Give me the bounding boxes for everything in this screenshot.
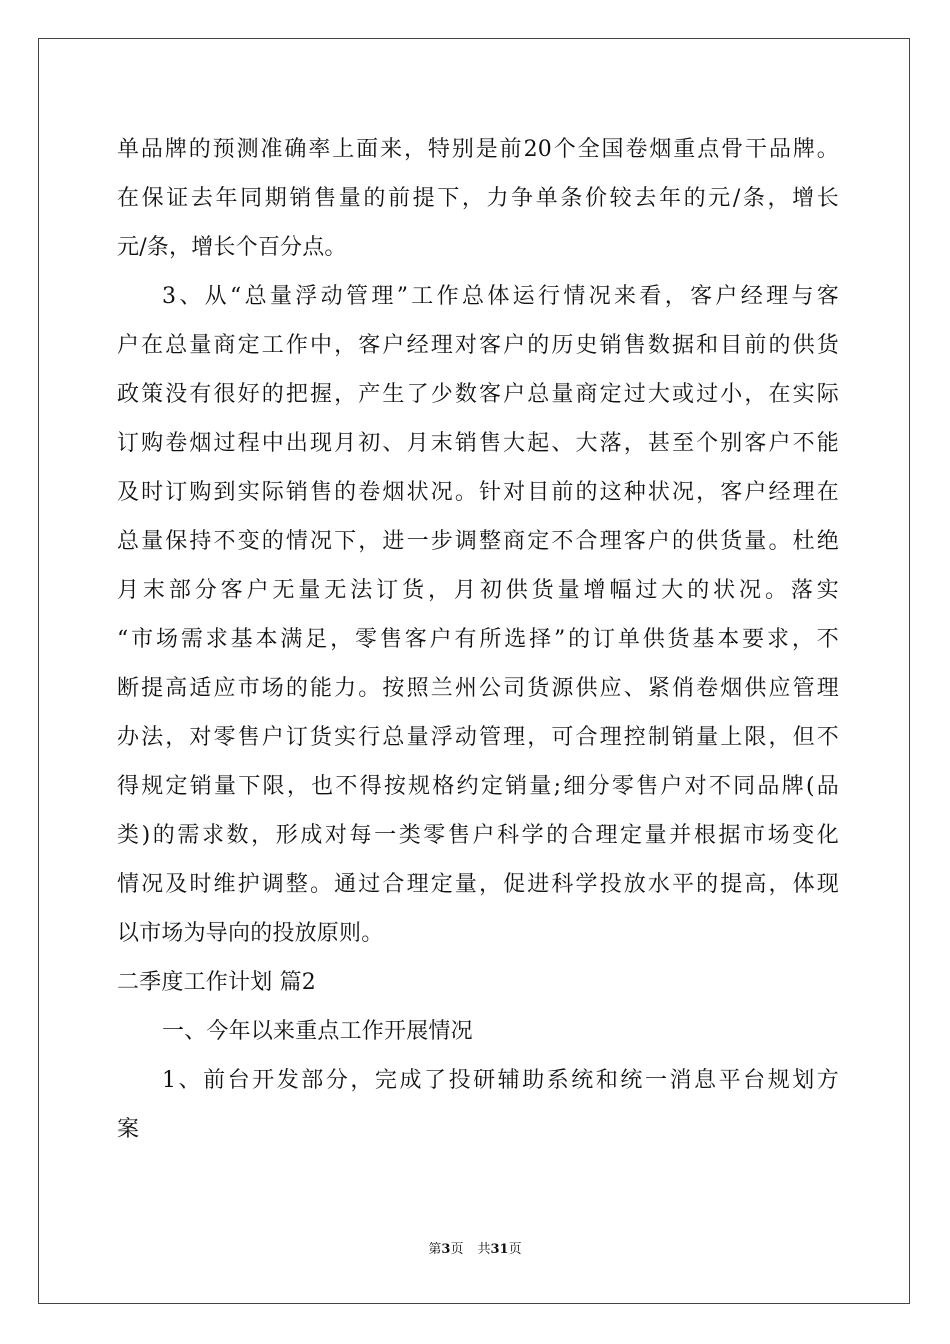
text-line: 政策没有很好的把握，产生了少数客户总量商定过大或过小，在实际 xyxy=(117,382,839,407)
page-label-suffix: 页 xyxy=(450,1242,464,1257)
text-line: 案 xyxy=(117,1117,140,1142)
page-number: 3 xyxy=(441,1242,451,1257)
text-line: 断提高适应市场的能力。按照兰州公司货源供应、紧俏卷烟供应管理 xyxy=(117,676,839,701)
text-line: 类)的需求数，形成对每一类零售户科学的合理定量并根据市场变化 xyxy=(117,823,839,848)
subsection-heading: 一、今年以来重点工作开展情况 xyxy=(162,1019,473,1044)
text-line: 月末部分客户无量无法订货，月初供货量增幅过大的状况。落实 xyxy=(117,578,839,603)
text-line: 单品牌的预测准确率上面来，特别是前20个全国卷烟重点骨干品牌。 xyxy=(117,137,839,162)
text-line: 总量保持不变的情况下，进一步调整商定不合理客户的供货量。杜绝 xyxy=(117,529,839,554)
text-line: 办法，对零售户订货实行总量浮动管理，可合理控制销量上限，但不 xyxy=(117,725,839,750)
text-line: 在保证去年同期销售量的前提下，力争单条价较去年的元/条，增长 xyxy=(117,186,839,211)
text-line: 及时订购到实际销售的卷烟状况。针对目前的这种状况，客户经理在 xyxy=(117,480,839,505)
section-heading: 二季度工作计划 篇2 xyxy=(117,970,316,995)
page-border xyxy=(38,38,910,1304)
text-line: 得规定销量下限，也不得按规格约定销量;细分零售户对不同品牌(品 xyxy=(117,774,839,799)
text-line: 以市场为导向的投放原则。 xyxy=(117,921,384,946)
total-pages: 31 xyxy=(490,1242,509,1257)
text-line: 情况及时维护调整。通过合理定量，促进科学投放水平的提高，体现 xyxy=(117,872,839,897)
text-line: “市场需求基本满足，零售客户有所选择”的订单供货基本要求，不 xyxy=(117,627,839,652)
text-line: 1、前台开发部分，完成了投研辅助系统和统一消息平台规划方 xyxy=(162,1068,839,1093)
text-line: 订购卷烟过程中出现月初、月末销售大起、大落，甚至个别客户不能 xyxy=(117,431,839,456)
page-footer xyxy=(0,1242,950,1258)
total-label-prefix: 共 xyxy=(477,1242,491,1257)
text-line: 户在总量商定工作中，客户经理对客户的历史销售数据和目前的供货 xyxy=(117,333,839,358)
page-label-prefix: 第 xyxy=(428,1242,442,1257)
text-line: 元/条，增长个百分点。 xyxy=(117,235,347,260)
text-line: 3、从“总量浮动管理”工作总体运行情况来看，客户经理与客 xyxy=(162,284,839,309)
total-label-suffix: 页 xyxy=(508,1242,522,1257)
